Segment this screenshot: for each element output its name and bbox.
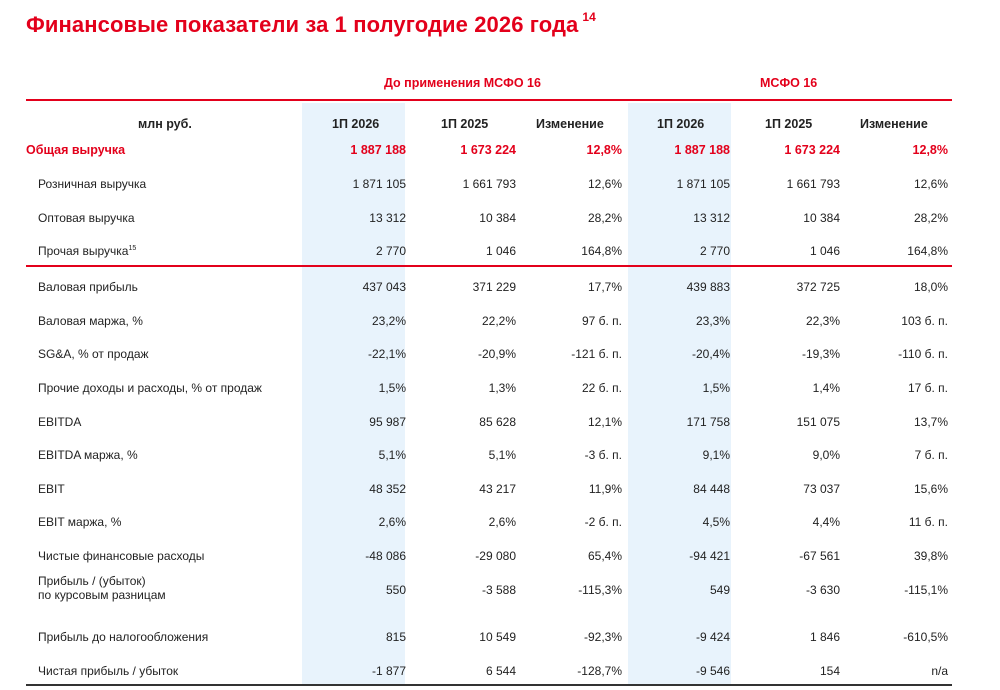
cell-value: 1 046 bbox=[809, 244, 840, 258]
table-row bbox=[26, 574, 952, 602]
cell-value: 372 725 bbox=[796, 280, 840, 294]
cell-value: 15,6% bbox=[913, 482, 948, 496]
cell-value: 1 871 105 bbox=[676, 177, 730, 191]
table-row bbox=[26, 311, 952, 331]
footnote-marker: 15 bbox=[128, 245, 137, 252]
table-row bbox=[26, 241, 952, 261]
cell-value: -29 080 bbox=[475, 549, 516, 563]
cell-value: 28,2% bbox=[913, 211, 948, 225]
column-header-pre-change: Изменение bbox=[536, 117, 604, 131]
row-label: Валовая прибыль bbox=[38, 280, 138, 294]
cell-value: 9,1% bbox=[702, 448, 730, 462]
column-header-ifrs-2026: 1П 2026 bbox=[657, 117, 705, 131]
table-row bbox=[26, 140, 952, 160]
table-row bbox=[26, 546, 952, 566]
cell-value: -19,3% bbox=[801, 347, 840, 361]
row-label: Общая выручка bbox=[26, 143, 126, 157]
cell-value: -2 б. п. bbox=[584, 515, 622, 529]
cell-value: 5,1% bbox=[488, 448, 516, 462]
cell-value: 1 661 793 bbox=[786, 177, 840, 191]
cell-value: -1 877 bbox=[371, 664, 406, 678]
table-row bbox=[26, 479, 952, 499]
cell-value: n/a bbox=[931, 664, 948, 678]
title-footnote: 14 bbox=[582, 10, 596, 24]
cell-value: 7 б. п. bbox=[914, 448, 948, 462]
cell-value: 13 312 bbox=[369, 211, 406, 225]
cell-value: 17,7% bbox=[587, 280, 622, 294]
group-header-ifrs: МСФО 16 bbox=[760, 76, 818, 90]
cell-value: 1 673 224 bbox=[784, 143, 840, 157]
cell-value: 65,4% bbox=[587, 549, 622, 563]
cell-value: -94 421 bbox=[689, 549, 730, 563]
cell-value: 12,8% bbox=[586, 143, 622, 157]
cell-value: 17 б. п. bbox=[907, 381, 948, 395]
table-row bbox=[26, 277, 952, 297]
cell-value: 43 217 bbox=[479, 482, 516, 496]
row-label: EBITDA маржа, % bbox=[38, 448, 138, 462]
cell-value: 5,1% bbox=[378, 448, 406, 462]
cell-value: 97 б. п. bbox=[581, 314, 622, 328]
cell-value: -115,1% bbox=[904, 583, 948, 597]
row-label: Чистая прибыль / убыток bbox=[38, 664, 179, 678]
row-label: Розничная выручка bbox=[38, 177, 147, 191]
row-label: Оптовая выручка bbox=[38, 211, 135, 225]
cell-value: 4,4% bbox=[812, 515, 840, 529]
cell-value: 171 758 bbox=[686, 415, 730, 429]
revenue-section-rule bbox=[26, 265, 952, 267]
cell-value: 11,9% bbox=[588, 482, 622, 496]
cell-value: 12,6% bbox=[913, 177, 948, 191]
row-label: EBITDA bbox=[38, 415, 82, 429]
cell-value: -110 б. п. bbox=[898, 347, 948, 361]
row-label: EBIT маржа, % bbox=[38, 515, 122, 529]
row-label: Прочие доходы и расходы, % от продаж bbox=[38, 381, 262, 395]
table-row bbox=[26, 512, 952, 532]
table-row bbox=[26, 174, 952, 194]
cell-value: 85 628 bbox=[479, 415, 516, 429]
cell-value: 10 384 bbox=[803, 211, 840, 225]
table-row bbox=[26, 445, 952, 465]
row-label: Прибыль / (убыток) по курсовым разницам bbox=[38, 574, 166, 602]
cell-value: 73 037 bbox=[803, 482, 840, 496]
cell-value: 371 229 bbox=[472, 280, 516, 294]
table-row bbox=[26, 412, 952, 432]
cell-value: 84 448 bbox=[693, 482, 730, 496]
column-header-pre-2026: 1П 2026 bbox=[332, 117, 380, 131]
cell-value: -610,5% bbox=[903, 630, 948, 644]
cell-value: 151 075 bbox=[796, 415, 840, 429]
cell-value: -9 424 bbox=[695, 630, 730, 644]
cell-value: 28,2% bbox=[587, 211, 622, 225]
cell-value: 95 987 bbox=[369, 415, 406, 429]
cell-value: -128,7% bbox=[577, 664, 622, 678]
cell-value: -9 546 bbox=[695, 664, 730, 678]
cell-value: 23,3% bbox=[695, 314, 730, 328]
cell-value: 10 549 bbox=[479, 630, 516, 644]
table-row bbox=[26, 208, 952, 228]
cell-value: 550 bbox=[385, 583, 406, 597]
header-top-rule bbox=[26, 99, 952, 101]
row-label: Прибыль до налогообложения bbox=[38, 630, 209, 644]
cell-value: 10 384 bbox=[479, 211, 516, 225]
cell-value: 1,5% bbox=[378, 381, 406, 395]
cell-value: 1 661 793 bbox=[462, 177, 516, 191]
cell-value: 164,8% bbox=[907, 244, 948, 258]
row-label: EBIT bbox=[38, 482, 65, 496]
cell-value: -121 б. п. bbox=[571, 347, 622, 361]
cell-value: 48 352 bbox=[369, 482, 406, 496]
cell-value: 9,0% bbox=[812, 448, 840, 462]
cell-value: 18,0% bbox=[913, 280, 948, 294]
cell-value: 22,2% bbox=[481, 314, 516, 328]
cell-value: 437 043 bbox=[362, 280, 406, 294]
row-label: Прочая выручка$^{15}$ bbox=[38, 244, 137, 258]
cell-value: 1 846 bbox=[809, 630, 840, 644]
cell-value: -3 630 bbox=[805, 583, 840, 597]
cell-value: 39,8% bbox=[913, 549, 948, 563]
table-row bbox=[26, 661, 952, 681]
cell-value: 1,3% bbox=[488, 381, 516, 395]
cell-value: -67 561 bbox=[799, 549, 840, 563]
cell-value: 2 770 bbox=[699, 244, 730, 258]
cell-value: 2,6% bbox=[488, 515, 516, 529]
cell-value: -20,4% bbox=[691, 347, 730, 361]
cell-value: 13,7% bbox=[913, 415, 948, 429]
cell-value: 4,5% bbox=[702, 515, 730, 529]
cell-value: 549 bbox=[709, 583, 730, 597]
column-header-ifrs-2025: 1П 2025 bbox=[765, 117, 813, 131]
cell-value: 2,6% bbox=[378, 515, 406, 529]
cell-value: 11 б. п. bbox=[908, 515, 948, 529]
cell-value: 1 887 188 bbox=[674, 143, 730, 157]
cell-value: 815 bbox=[385, 630, 406, 644]
cell-value: -3 588 bbox=[481, 583, 516, 597]
cell-value: -20,9% bbox=[477, 347, 516, 361]
column-header-ifrs-change: Изменение bbox=[860, 117, 928, 131]
row-label: Чистые финансовые расходы bbox=[38, 549, 205, 563]
cell-value: -92,3% bbox=[583, 630, 622, 644]
column-header-pre-2025: 1П 2025 bbox=[441, 117, 489, 131]
cell-value: 13 312 bbox=[693, 211, 730, 225]
cell-value: 439 883 bbox=[686, 280, 730, 294]
cell-value: 103 б. п. bbox=[901, 314, 948, 328]
cell-value: 1 046 bbox=[485, 244, 516, 258]
cell-value: 23,2% bbox=[371, 314, 406, 328]
cell-value: 22 б. п. bbox=[581, 381, 622, 395]
cell-value: 12,8% bbox=[912, 143, 948, 157]
cell-value: 154 bbox=[819, 664, 840, 678]
column-header-unit: млн руб. bbox=[138, 117, 192, 131]
cell-value: 1,4% bbox=[812, 381, 840, 395]
table-row bbox=[26, 627, 952, 647]
cell-value: 2 770 bbox=[375, 244, 406, 258]
cell-value: 22,3% bbox=[805, 314, 840, 328]
page-title: Финансовые показатели за 1 полугодие 2026 года $^{14}$ bbox=[26, 10, 596, 37]
cell-value: -115,3% bbox=[578, 583, 622, 597]
cell-value: -3 б. п. bbox=[584, 448, 622, 462]
cell-value: 164,8% bbox=[581, 244, 622, 258]
cell-value: 1 673 224 bbox=[460, 143, 516, 157]
cell-value: 12,6% bbox=[587, 177, 622, 191]
table-row bbox=[26, 378, 952, 398]
row-label: SG&A, % от продаж bbox=[38, 347, 149, 361]
cell-value: 1 887 188 bbox=[350, 143, 406, 157]
cell-value: -22,1% bbox=[367, 347, 406, 361]
cell-value: -48 086 bbox=[365, 549, 406, 563]
table-row bbox=[26, 344, 952, 364]
group-header-pre-ifrs: До применения МСФО 16 bbox=[384, 76, 541, 90]
cell-value: 6 544 bbox=[485, 664, 516, 678]
row-label: Валовая маржа, % bbox=[38, 314, 143, 328]
table-bottom-rule bbox=[26, 684, 952, 686]
cell-value: 1 871 105 bbox=[352, 177, 406, 191]
cell-value: 12,1% bbox=[587, 415, 622, 429]
cell-value: 1,5% bbox=[702, 381, 730, 395]
